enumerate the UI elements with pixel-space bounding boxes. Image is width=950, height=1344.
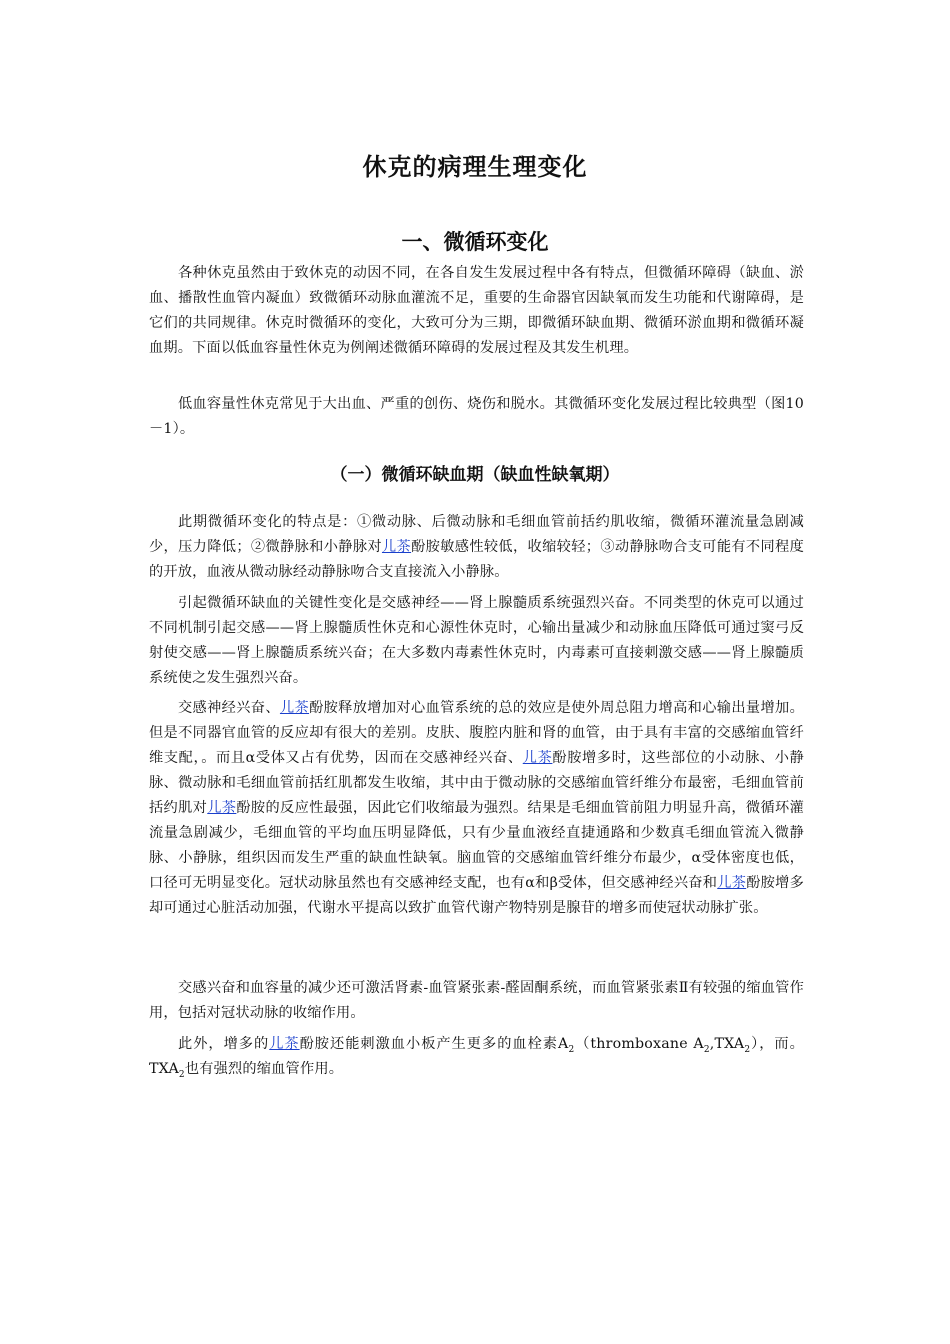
catechol-link[interactable]: 儿茶 [522, 750, 553, 766]
subscript: 2 [744, 1044, 751, 1055]
text-span: 酚胺增多时，这些部位的小动脉、小静脉、微动脉和毛细血管前括红肌都发生收缩，其中由于微动脉的交感缩血管纤维分布最密，毛细血管前括约肌对 [149, 750, 804, 816]
subscript: 2 [568, 1044, 575, 1055]
document-title: 休克的病理生理变化 [362, 153, 588, 181]
subsection-heading: （一）微循环缺血期（缺血性缺氧期） [330, 465, 620, 485]
text-span: 此期微循环变化的特点是：①微动脉、后微动脉和毛细血管前括约肌收缩，微循环灌流量急剧减少，压力降低；②微静脉和小静脉对 [149, 514, 804, 555]
paragraph-sympathetic: 引起微循环缺血的关键性变化是交感神经——肾上腺髓质系统强烈兴奋。不同类型的休克可以通过不同机制引起交感——肾上腺髓质性休克和心源性休克时，心输出量减少和动脉血压降低可通过窦弓反射使交感——肾上腺髓质系统兴奋；在大多数内毒素性休克时，内毒素可直接刺激交感——肾上腺髓质系统使之发生强烈兴奋。 [149, 595, 804, 686]
catechol-link[interactable]: 儿茶 [717, 875, 747, 891]
paragraph-renin: 交感兴奋和血容量的减少还可激活肾素-血管紧张素-醛固酮系统，而血管紧张素Ⅱ有较强的缩血管作用，包括对冠状动脉的收缩作用。 [149, 980, 804, 1021]
text-span: 酚胺增多却可通过心脏活动加强，代谢水平提高以致扩血管代谢产物特别是腺苷的增多而使冠状动脉扩张。 [149, 875, 804, 916]
paragraph-intro: 各种休克虽然由于致休克的动因不同，在各自发生发展过程中各有特点，但微循环障碍（缺血、淤血、播散性血管内凝血）致微循环动脉血灌流不足，重要的生命器官因缺氧而发生功能和代谢障碍，是它们的共同规律。休克时微循环的变化，大致可分为三期，即微循环缺血期、微循环淤血期和微循环凝血期。下面以低血容量性休克为例阐述微循环障碍的发展过程及其发生机理。 [149, 265, 804, 356]
text-span: 也有强烈的缩血管作用。 [184, 1061, 344, 1077]
text-span: ），而。TXA [149, 1036, 805, 1077]
catechol-link[interactable]: 儿茶 [381, 539, 412, 555]
paragraph-characteristics [149, 510, 804, 585]
text-span: 交感神经兴奋、 [178, 700, 280, 716]
text-span: 酚胺敏感性较低，收缩较轻；③动静脉吻合支可能有不同程度的开放，血液从微动脉经动静脉吻合支直接流入小静脉。 [149, 539, 805, 580]
text-span: （thromboxane A [574, 1036, 704, 1052]
catechol-link[interactable]: 儿茶 [207, 800, 237, 816]
text-span: ,TXA [709, 1036, 745, 1052]
paragraph-vascular-response [149, 696, 804, 921]
subscript: 2 [178, 1069, 185, 1080]
paragraph-thromboxane [149, 1032, 804, 1082]
catechol-link[interactable]: 儿茶 [269, 1036, 300, 1052]
subscript: 2 [703, 1044, 710, 1055]
paragraph-hypovolemic: 低血容量性休克常见于大出血、严重的创伤、烧伤和脱水。其微循环变化发展过程比较典型（图10－1）。 [149, 396, 804, 437]
text-span: 酚胺释放增加对心血管系统的总的效应是使外周总阻力增高和心输出量增加。但是不同器官血管的反应却有很大的差别。皮肤、腹腔内脏和肾的血管，由于具有丰富的交感缩血管纤维支配，。而且α受体又占有优势，因而在交感神经兴奋、 [149, 700, 804, 766]
catechol-link[interactable]: 儿茶 [279, 700, 310, 716]
section-heading: 一、微循环变化 [401, 230, 549, 254]
text-span: 酚胺还能刺激血小板产生更多的血栓素A [299, 1036, 569, 1052]
text-span: 酚胺的反应性最强，因此它们收缩最为强烈。结果是毛细血管前阻力明显升高，微循环灌流量急剧减少，毛细血管的平均血压明显降低，只有少量血液经直捷通路和少数真毛细血管流入微静脉、小静脉，组织因而发生严重的缺血性缺氧。脑血管的交感缩血管纤维分布最少，α受体密度也低，口径可无明显变化。冠状动脉虽然也有交感神经支配，也有α和β受体，但交感神经兴奋和 [149, 800, 804, 891]
text-span: 此外，增多的 [178, 1036, 270, 1052]
